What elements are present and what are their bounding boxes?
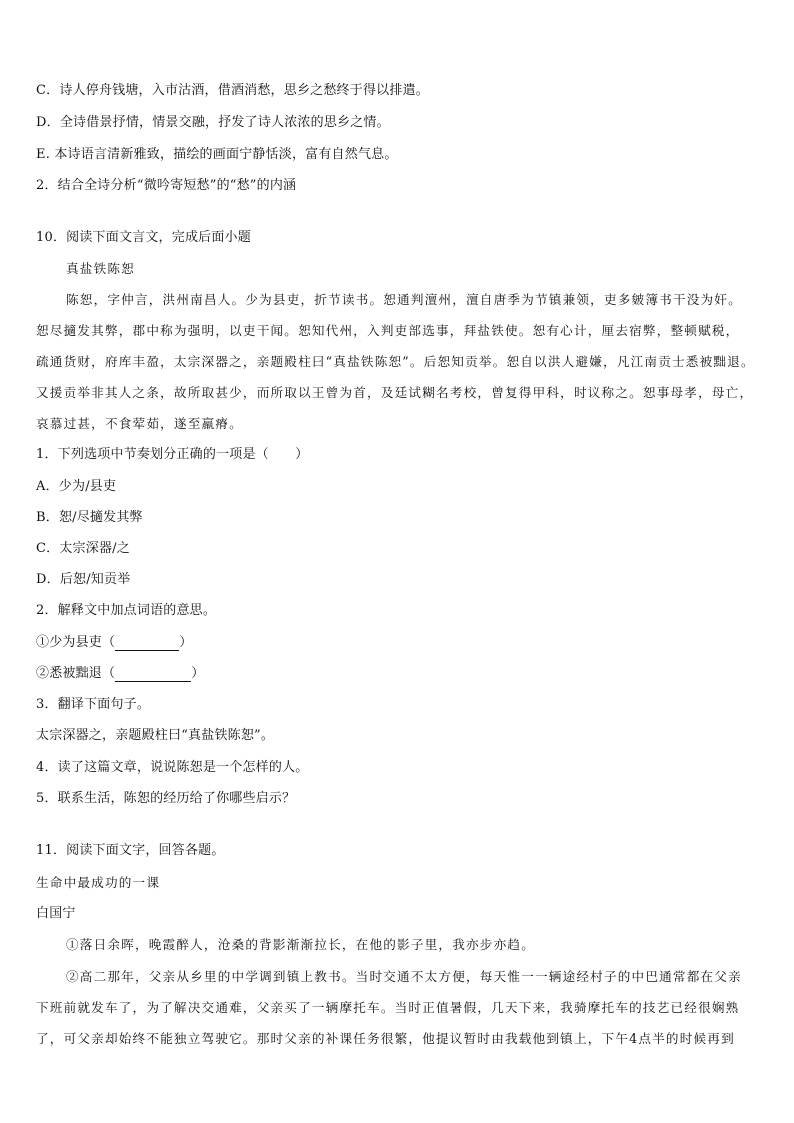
q10-option-c: C．太宗深器/之: [36, 541, 130, 556]
q10-option-b: B．恕/尽擿发其弊: [36, 510, 143, 525]
q11-paragraph-1: ①落日余晖，晚霞醉人，沧桑的背影渐渐拉长，在他的影子里，我亦步亦趋。: [66, 937, 535, 952]
q10-subquestion-3: 3．翻译下面句子。: [36, 697, 151, 712]
q9-option-d: D．全诗借景抒情，情景交融，抒发了诗人浓浓的思乡之情。: [36, 115, 390, 130]
q11-author: 白国宁: [36, 906, 76, 921]
q11-paragraph-2-line: 了，可父亲却始终不能独立驾驶它。那时父亲的补课任务很繁，他提议暂时由我载他到镇上，下午4点半的时候再到: [36, 1031, 735, 1046]
answer-blank-1[interactable]: [115, 636, 179, 651]
q9-option-e: E. 本诗语言清新雅致，描绘的画面宁静恬淡，富有自然气息。: [36, 147, 398, 162]
q10-passage-line: 恕尽擿发其弊，郡中称为强明，以吏干闻。恕知代州，入判吏部选事，拜盐铁使。恕有心计，厘去宿弊，整顿赋税，: [36, 323, 740, 338]
q11-article-title: 生命中最成功的一课: [36, 875, 161, 890]
q11-paragraph-2-line: 下班前就发车了，为了解决交通难，父亲买了一辆摩托车。当时正值暑假，几天下来，我骑摩托车的技艺已经很娴熟: [36, 1000, 740, 1015]
q11-paragraph-2-line: ②高二那年，父亲从乡里的中学调到镇上教书。当时交通不太方便，每天惟一一辆途经村子的中巴通常都在父亲: [66, 969, 742, 984]
q10-subquestion-4: 4．读了这篇文章，说说陈恕是一个怎样的人。: [36, 760, 309, 775]
q10-option-a: A．少为/县吏: [36, 479, 117, 494]
q10-heading: 10．阅读下面文言文，完成后面小题: [36, 230, 251, 245]
q10-blank-item-2-label: ②悉被黜退（: [36, 666, 116, 681]
q10-passage-line: 哀慕过甚，不食荤茹，遂至羸瘠。: [36, 416, 243, 431]
q10-passage-title: 真盐铁陈恕: [66, 261, 135, 276]
q10-blank-item-1: [36, 635, 192, 651]
q10-subquestion-2: 2．解释文中加点词语的意思。: [36, 603, 217, 618]
answer-blank-2[interactable]: [115, 667, 191, 682]
q11-heading: 11．阅读下面文字，回答各题。: [36, 843, 225, 858]
q10-blank-item-1-label: ①少为县吏（: [36, 635, 116, 650]
q10-sentence-to-translate: 太宗深器之，亲题殿柱曰“真盐铁陈恕”。: [36, 728, 275, 743]
q10-passage-line: 又援贡举非其人之条，故所取甚少，而所取以王曾为首，及廷试糊名考校，曾复得甲科，时议称之。恕事母孝，母亡，: [36, 385, 754, 400]
q10-blank-item-2: [36, 666, 204, 682]
q10-subquestion-1: 1．下列选项中节奏划分正确的一项是（ ）: [36, 447, 309, 462]
q9-subquestion-2: 2．结合全诗分析“微吟寄短愁”的“愁”的内涵: [36, 178, 297, 193]
q10-option-d: D．后恕/知贡举: [36, 572, 131, 587]
q10-passage-line: 疏通货财，府库丰盈，太宗深器之，亲题殿柱曰“真盐铁陈恕”。后恕知贡举。恕自以洪人避嫌，凡江南贡士悉被黜退。: [36, 354, 755, 369]
close-paren: ）: [179, 635, 193, 650]
q10-passage-line: 陈恕，字仲言，洪州南昌人。少为县吏，折节读书。恕通判澶州，澶自唐季为节镇兼领，吏多皴簿书干没为奸。: [66, 292, 742, 307]
q9-option-c: C．诗人停舟钱塘，入市沽酒，借酒消愁，思乡之愁终于得以排遣。: [36, 83, 429, 98]
close-paren: ）: [191, 666, 205, 681]
q10-subquestion-5: 5．联系生活，陈恕的经历给了你哪些启示？: [36, 791, 296, 806]
